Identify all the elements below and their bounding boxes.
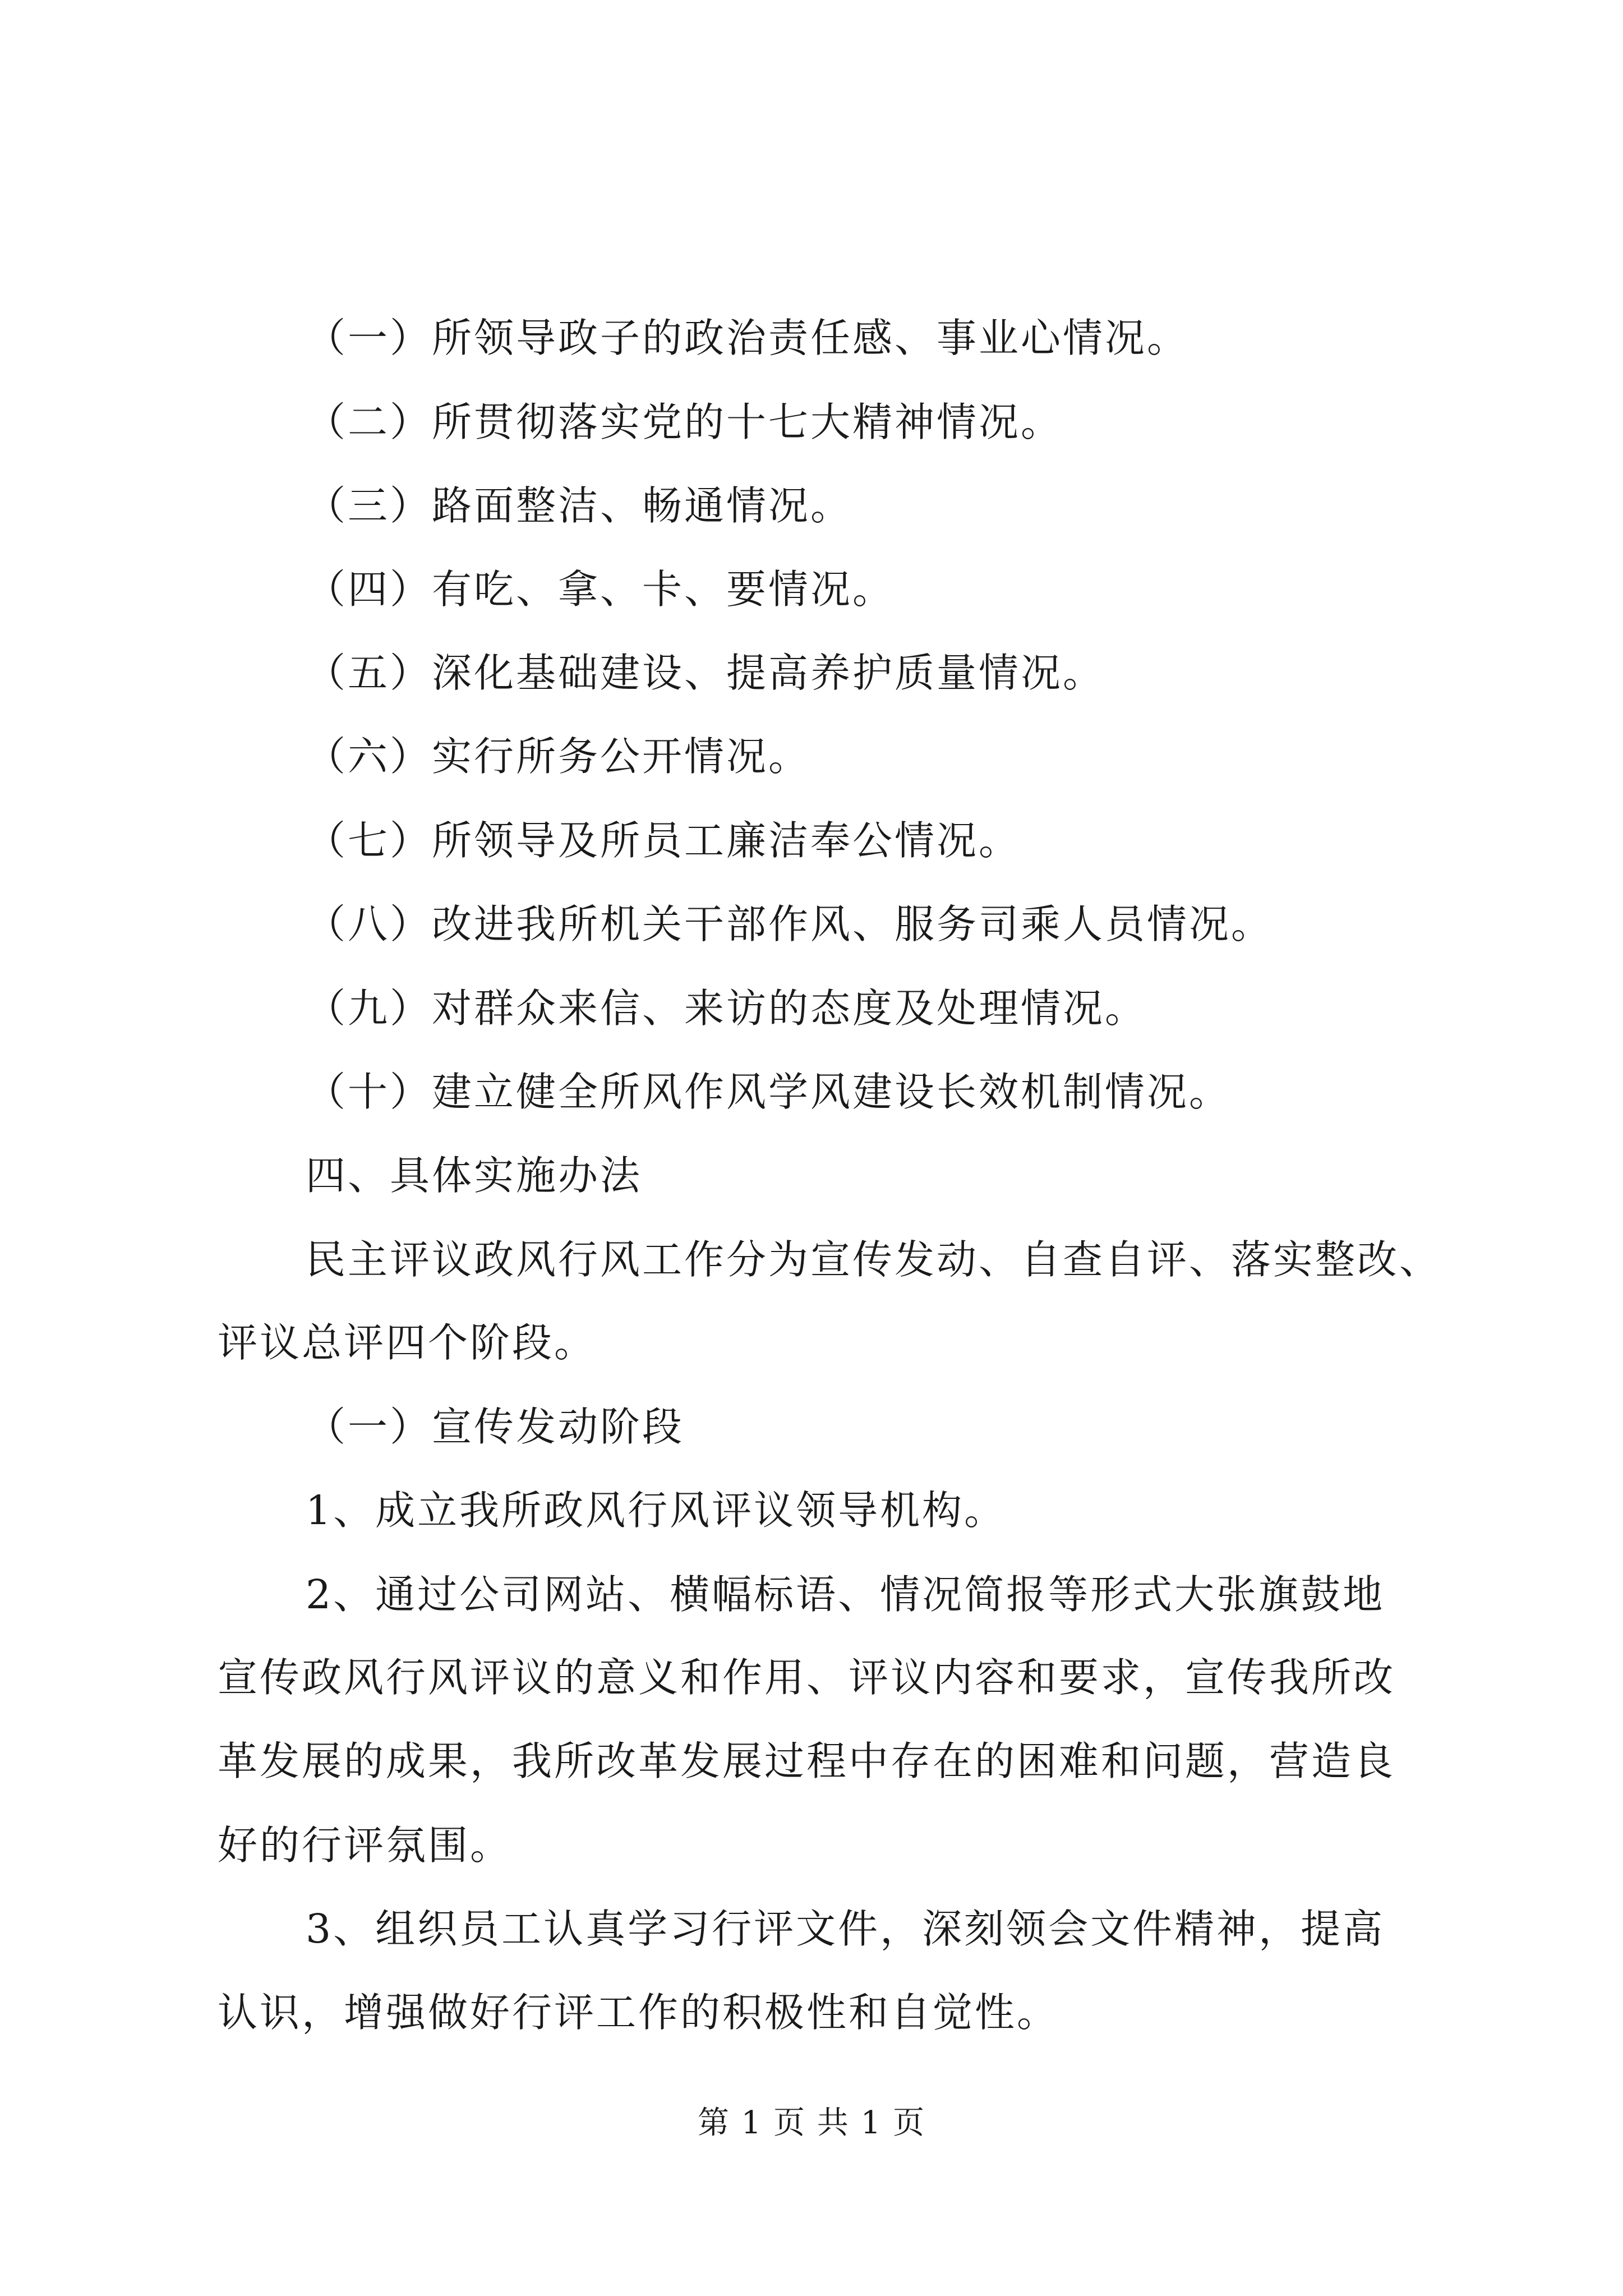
text-line: 1、成立我所政风行风评议领导机构。 xyxy=(306,1487,1007,1534)
text-line: 好的行评氛围。 xyxy=(218,1822,513,1869)
text-line: （四）有吃、拿、卡、要情况。 xyxy=(306,566,895,613)
text-line: 3、组织员工认真学习行评文件，深刻领会文件精神，提高 xyxy=(306,1906,1385,1952)
text-line: 革发展的成果，我所改革发展过程中存在的困难和问题，营造良 xyxy=(218,1738,1396,1784)
text-line: 2、通过公司网站、横幅标语、情况简报等形式大张旗鼓地 xyxy=(306,1571,1385,1618)
text-line: （八）改进我所机关干部作风、服务司乘人员情况。 xyxy=(306,901,1274,947)
text-line: （二）所贯彻落实党的十七大精神情况。 xyxy=(306,399,1063,445)
section-heading: 四、具体实施办法 xyxy=(306,1152,643,1199)
text-line: （一）所领导政子的政治责任感、事业心情况。 xyxy=(306,315,1189,361)
page-footer: 第 1 页 共 1 页 xyxy=(697,2105,926,2141)
text-line: 评议总评四个阶段。 xyxy=(218,1319,597,1366)
subsection-heading: （一）宣传发动阶段 xyxy=(306,1404,685,1450)
text-line: 民主评议政风行风工作分为宣传发动、自查自评、落实整改、 xyxy=(306,1236,1442,1283)
text-line: （三）路面整洁、畅通情况。 xyxy=(306,482,853,529)
text-line: 宣传政风行风评议的意义和作用、评议内容和要求，宣传我所改 xyxy=(218,1654,1396,1701)
text-line: （五）深化基础建设、提高养护质量情况。 xyxy=(306,650,1105,696)
text-line: （七）所领导及所员工廉洁奉公情况。 xyxy=(306,817,1021,864)
text-line: 认识，增强做好行评工作的积极性和自觉性。 xyxy=(218,1989,1059,2036)
text-line: （十）建立健全所风作风学风建设长效机制情况。 xyxy=(306,1069,1232,1115)
text-line: （九）对群众来信、来访的态度及处理情况。 xyxy=(306,985,1147,1032)
text-line: （六）实行所务公开情况。 xyxy=(306,733,811,780)
